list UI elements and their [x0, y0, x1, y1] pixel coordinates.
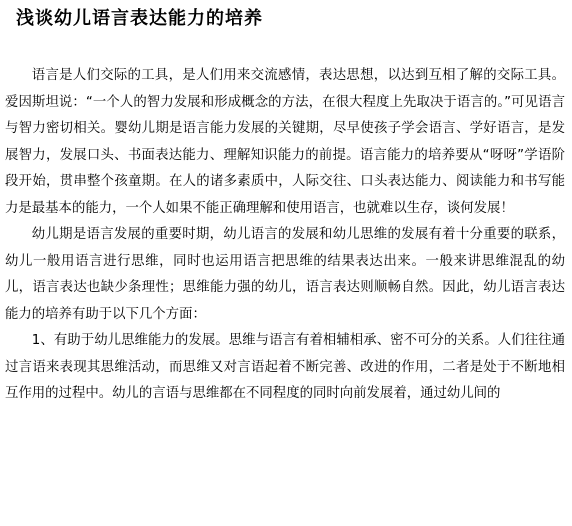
- document-title: 浅谈幼儿语言表达能力的培养: [16, 8, 263, 29]
- paragraph-point-one: 1、有助于幼儿思维能力的发展。思维与语言有着相辅相承、密不可分的关系。人们往往通过言语来表现其思维活动，而思维又对言语起着不断完善、改进的作用，二者是处于不断地相互作用的过程中。幼儿的言语与思维都在不同程度的同时向前发展着，通过幼儿间的: [5, 333, 565, 401]
- paragraph-development: 幼儿期是语言发展的重要时期，幼儿语言的发展和幼儿思维的发展有着十分重要的联系，幼儿一般用语言进行思维，同时也运用语言把思维的结果表达出来。一般来讲思维混乱的幼儿，语言表达也缺少条理性；思维能力强的幼儿，语言表达则顺畅自然。因此，幼儿语言表达能力的培养有助于以下几个方面：: [5, 227, 565, 322]
- paragraph-intro: 语言是人们交际的工具，是人们用来交流感情，表达思想，以达到互相了解的交际工具。爱因斯坦说：“一个人的智力发展和形成概念的方法，在很大程度上先取决于语言的。”可见语言与智力密切相关。婴幼儿期是语言能力发展的关键期，尽早使孩子学会语言、学好语言，是发展智力，发展口头、书面表达能力、理解知识能力的前提。语言能力的培养要从“呀呀”学语阶段开始，贯串整个孩童期。在人的诸多素质中，人际交往、口头表达能力、阅读能力和书写能力是最基本的能力，一个人如果不能正确理解和使用语言，也就难以生存，谈何发展！: [5, 68, 565, 216]
- document-body: [5, 63, 565, 408]
